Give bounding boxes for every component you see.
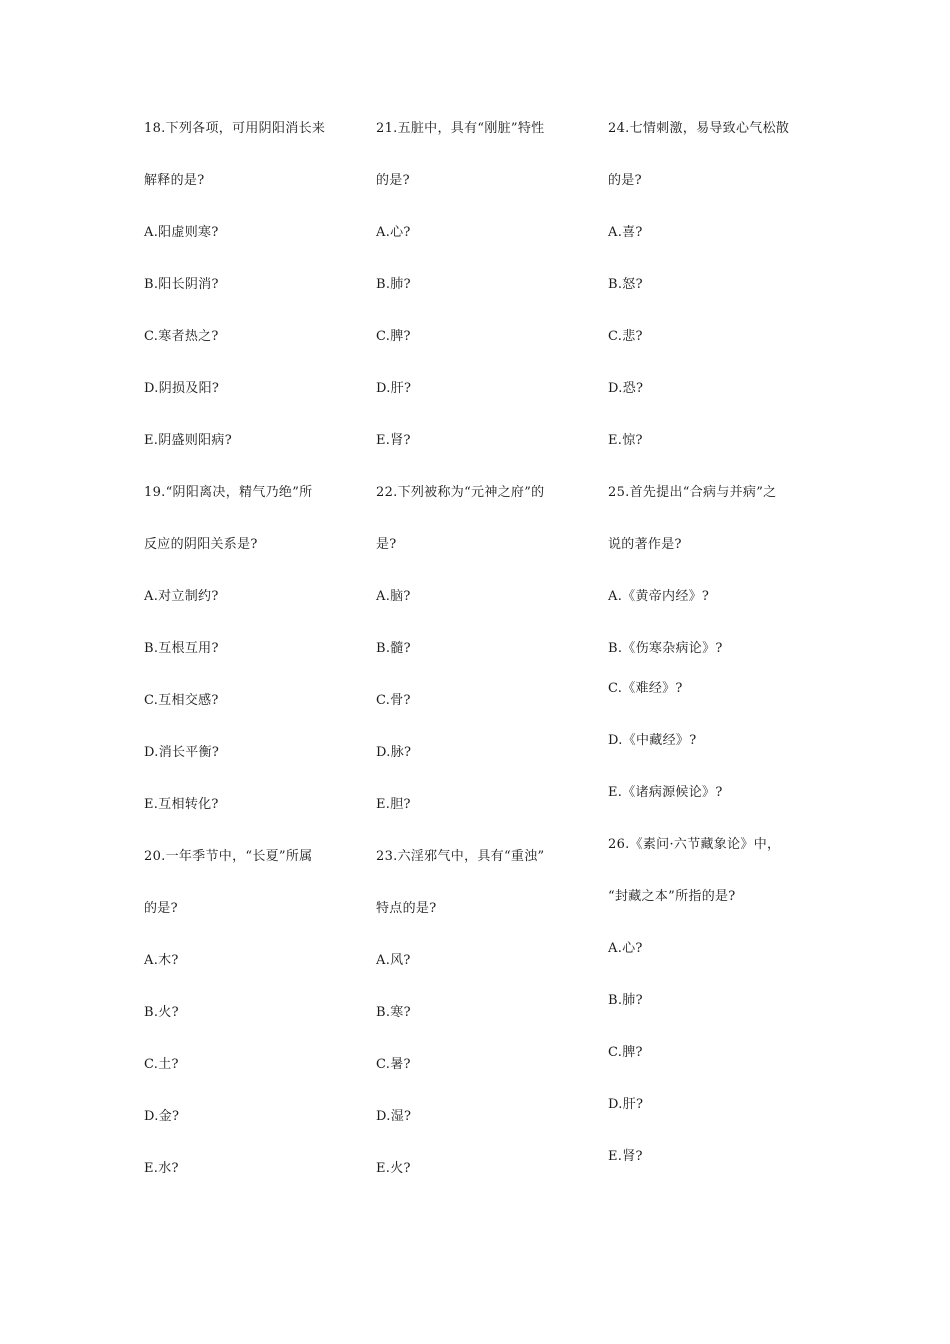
question-stem: 26.《素问·六节藏象论》中， xyxy=(608,837,781,852)
option-b: B.阳长阴消? xyxy=(144,277,219,292)
option-d: D.消长平衡? xyxy=(144,745,220,760)
option-e: E.胆? xyxy=(376,797,411,812)
question-stem: 22.下列被称为“元神之府”的 xyxy=(376,485,545,500)
option-a: A.风? xyxy=(376,953,411,968)
option-d: D.湿? xyxy=(376,1109,412,1124)
question-stem: 18.下列各项，可用阴阳消长来 xyxy=(144,121,326,136)
option-d: D.肝? xyxy=(376,381,412,396)
question-stem: 的是? xyxy=(144,901,178,916)
option-b: B.肺? xyxy=(608,993,643,1008)
option-e: E.肾? xyxy=(376,433,411,448)
question-stem: 21.五脏中，具有“刚脏”特性 xyxy=(376,121,545,136)
option-b: B.《伤寒杂病论》? xyxy=(608,641,723,656)
option-d: D.肝? xyxy=(608,1097,644,1112)
option-a: A.心? xyxy=(608,941,643,956)
question-stem: 25.首先提出“合病与并病”之 xyxy=(608,485,777,500)
option-a: A.木? xyxy=(144,953,179,968)
question-21 xyxy=(376,120,596,484)
option-c: C.暑? xyxy=(376,1057,411,1072)
question-stem: 19.“阴阳离决，精气乃绝”所 xyxy=(144,485,313,500)
question-23 xyxy=(376,848,596,1212)
option-b: B.髓? xyxy=(376,641,411,656)
question-stem: “封藏之本”所指的是? xyxy=(608,889,736,904)
question-18 xyxy=(144,120,364,484)
option-e: E.阴盛则阳病? xyxy=(144,433,232,448)
question-stem: 的是? xyxy=(376,173,410,188)
option-d: D.恐? xyxy=(608,381,644,396)
question-stem: 20.一年季节中，“长夏”所属 xyxy=(144,849,313,864)
option-a: A.《黄帝内经》? xyxy=(608,589,710,604)
question-stem: 23.六淫邪气中，具有“重浊” xyxy=(376,849,545,864)
question-stem: 特点的是? xyxy=(376,901,437,916)
column-1 xyxy=(144,120,364,1212)
option-b: B.肺? xyxy=(376,277,411,292)
option-d: D.金? xyxy=(144,1109,180,1124)
option-a: A.喜? xyxy=(608,225,643,240)
column-2 xyxy=(376,120,596,1212)
option-a: A.心? xyxy=(376,225,411,240)
option-d: D.脉? xyxy=(376,745,412,760)
question-26 xyxy=(608,836,828,1200)
option-c: C.骨? xyxy=(376,693,411,708)
option-e: E.肾? xyxy=(608,1149,643,1164)
option-d: D.阴损及阳? xyxy=(144,381,220,396)
option-a: A.阳虚则寒? xyxy=(144,225,219,240)
option-e: E.《诸病源候论》? xyxy=(608,785,723,800)
column-3 xyxy=(608,120,828,1200)
question-24 xyxy=(608,120,828,484)
option-e: E.惊? xyxy=(608,433,643,448)
question-22 xyxy=(376,484,596,848)
option-c: C.《难经》? xyxy=(608,681,683,696)
option-c: C.互相交感? xyxy=(144,693,219,708)
option-c: C.脾? xyxy=(376,329,411,344)
question-stem: 反应的阴阳关系是? xyxy=(144,537,258,552)
question-stem: 说的著作是? xyxy=(608,537,682,552)
option-c: C.寒者热之? xyxy=(144,329,219,344)
question-19 xyxy=(144,484,364,848)
option-e: E.火? xyxy=(376,1161,411,1176)
option-c: C.脾? xyxy=(608,1045,643,1060)
option-b: B.寒? xyxy=(376,1005,411,1020)
question-25 xyxy=(608,484,828,836)
option-b: B.怒? xyxy=(608,277,643,292)
option-c: C.土? xyxy=(144,1057,179,1072)
option-d: D.《中藏经》? xyxy=(608,733,697,748)
question-stem: 的是? xyxy=(608,173,642,188)
option-b: B.互根互用? xyxy=(144,641,219,656)
option-c: C.悲? xyxy=(608,329,643,344)
option-b: B.火? xyxy=(144,1005,179,1020)
question-stem: 解释的是? xyxy=(144,173,205,188)
question-20 xyxy=(144,848,364,1212)
question-stem: 24.七情刺激，易导致心气松散 xyxy=(608,121,790,136)
option-e: E.水? xyxy=(144,1161,179,1176)
option-a: A.对立制约? xyxy=(144,589,219,604)
option-a: A.脑? xyxy=(376,589,411,604)
option-e: E.互相转化? xyxy=(144,797,219,812)
question-stem: 是? xyxy=(376,537,397,552)
